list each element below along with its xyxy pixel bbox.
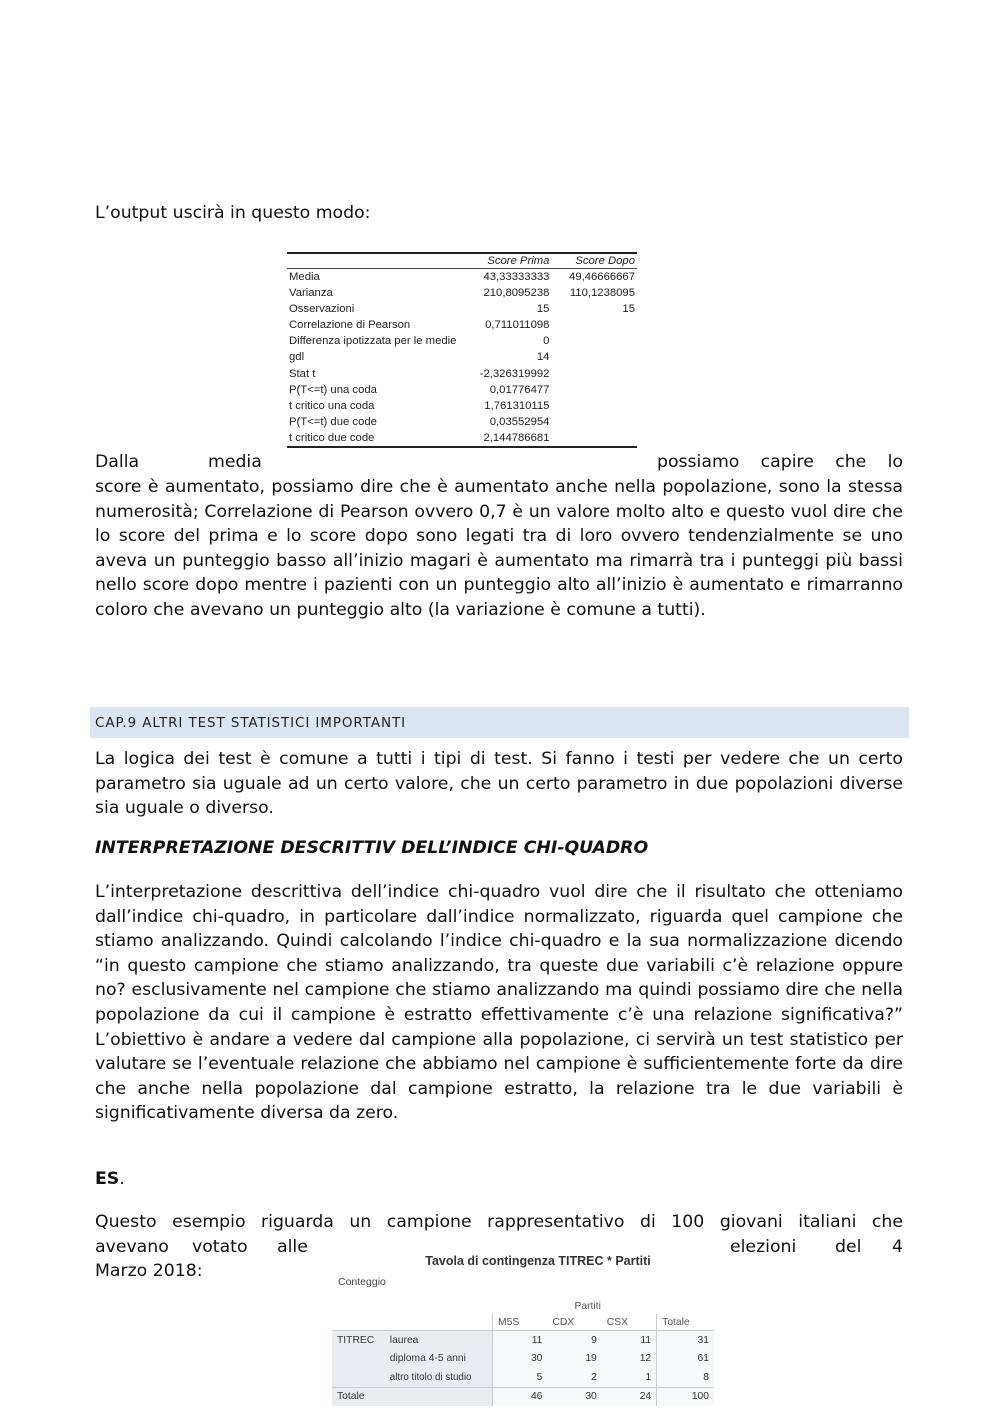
row-value	[551, 414, 637, 430]
row-value: 49,46666667	[569, 271, 635, 283]
es-dot: .	[119, 1169, 125, 1189]
cell: 5	[493, 1368, 548, 1387]
cell: 9	[547, 1331, 601, 1350]
row-label: P(T<=t) due code	[289, 415, 377, 428]
example-label	[95, 1169, 125, 1189]
row-label: P(T<=t) una coda	[289, 383, 377, 396]
row-value: 0,03552954	[489, 415, 550, 428]
header-empty	[287, 254, 466, 269]
row-value: 15	[536, 303, 550, 316]
table-row	[332, 1368, 714, 1387]
paragraph-4-line-3: Marzo 2018:	[95, 1261, 203, 1281]
table-row	[287, 430, 637, 446]
cell: 24	[602, 1387, 657, 1406]
cell: 46	[493, 1387, 548, 1406]
word: del	[835, 1237, 862, 1257]
cell: 2	[547, 1368, 601, 1387]
word: avevano	[95, 1237, 169, 1257]
table-row	[287, 269, 637, 286]
row-value: 0,711011098	[485, 319, 550, 332]
row-label: Correlazione di Pearson	[289, 319, 411, 332]
cell: 61	[657, 1350, 714, 1369]
table-row	[287, 398, 637, 414]
header-score-prima: Score Prima	[466, 254, 552, 269]
row-label: altro titolo di studio	[385, 1368, 493, 1387]
row-value	[551, 430, 637, 446]
contingency-title: Tavola di contingenza TITREC * Partiti	[425, 1254, 651, 1268]
col-header: CDX	[552, 1316, 575, 1328]
cell: 30	[493, 1350, 548, 1369]
contingency-subtitle: Conteggio	[338, 1276, 386, 1288]
group-header-partiti: Partiti	[574, 1300, 601, 1312]
cell: 31	[657, 1331, 714, 1350]
output-table-header	[287, 254, 637, 269]
word: votato	[192, 1237, 248, 1257]
row-value	[551, 382, 637, 398]
paragraph-4-line-1: Questo esempio riguarda un campione rappresentativo di 100 giovani italiani che	[95, 1212, 903, 1232]
intro-text: L’output uscirà in questo modo:	[95, 203, 371, 223]
table-row	[332, 1331, 714, 1350]
section-subheading: INTERPRETAZIONE DESCRITTIV DELL’INDICE CHI-QUADRO	[95, 838, 649, 858]
table-row	[287, 382, 637, 398]
row-label: gdl	[289, 351, 305, 364]
chapter-heading-bar	[90, 707, 909, 738]
row-value: 2,144786681	[483, 431, 550, 444]
total-label: Totale	[332, 1387, 493, 1406]
chapter-heading: CAP.9 ALTRI TEST STATISTICI IMPORTANTI	[95, 715, 406, 731]
row-value	[551, 349, 637, 365]
row-value	[551, 317, 637, 333]
column-header-row	[332, 1314, 714, 1331]
output-table	[287, 252, 637, 448]
paragraph-1: score è aumentato, possiamo dire che è aumentato anche nella popolazione, sono la stessa numerosità; Correlazione di Pearson ovvero 0,7 è un valore molto alto e questo vuol dire che lo score del prima e lo score dopo sono legati tra di loro ovvero tendenzialmente se uno aveva un punteggio basso all’inizio magari è aumentato ma rimarrà tra i punteggi più bassi nello score dopo mentre i pazienti con un punteggio alto all’inizio è aumentato e rimarranno coloro che avevano un punteggio alto (la variazione è comune a tutti).	[95, 477, 903, 620]
row-value	[551, 333, 637, 349]
row-value: 15	[622, 303, 635, 316]
cell: 1	[602, 1368, 657, 1387]
table-row	[287, 317, 637, 333]
row-label: Stat t	[289, 367, 316, 380]
word-dalla: Dalla	[95, 452, 140, 472]
row-value	[551, 398, 637, 414]
row-value: 210,8095238	[483, 287, 550, 300]
line-end-text: possiamo capire che lo	[657, 452, 903, 472]
row-value: -2,326319992	[479, 367, 550, 380]
row-label: Varianza	[289, 287, 333, 300]
col-header: CSX	[606, 1316, 628, 1328]
row-label: Differenza ipotizzata per le medie	[289, 335, 457, 348]
table-row	[287, 285, 637, 301]
cell: 30	[547, 1387, 601, 1406]
word-media: media	[208, 452, 262, 472]
row-value	[551, 366, 637, 382]
table-row	[287, 414, 637, 430]
group-header-row	[332, 1298, 714, 1314]
table-row	[287, 301, 637, 317]
row-label: t critico una coda	[289, 399, 375, 412]
cell: 19	[547, 1350, 601, 1369]
row-value: 110,1238095	[569, 287, 635, 300]
col-header: Totale	[657, 1314, 714, 1331]
row-variable: TITREC	[332, 1331, 385, 1350]
row-label: Media	[289, 271, 320, 283]
cell: 12	[602, 1350, 657, 1369]
col-header: M5S	[493, 1314, 548, 1331]
contingency-table	[332, 1254, 714, 1406]
paragraph-2: La logica dei test è comune a tutti i tipi di test. Si fanno i testi per vedere che un certo parametro sia uguale ad un certo valore, che un certo parametro in due popolazioni diverse sia uguale o diverso.	[95, 749, 903, 819]
row-value: 0	[543, 335, 550, 348]
header-score-dopo: Score Dopo	[551, 254, 637, 269]
row-value: 43,33333333	[483, 271, 550, 283]
cell: 100	[657, 1387, 714, 1406]
word: alle	[277, 1237, 308, 1257]
row-value: 1,761310115	[484, 399, 550, 412]
row-label: diploma 4-5 anni	[385, 1350, 493, 1369]
table-row	[287, 366, 637, 382]
table-row-total	[332, 1387, 714, 1406]
es-bold: ES	[95, 1169, 120, 1189]
table-row	[332, 1350, 714, 1369]
word: elezioni	[730, 1237, 797, 1257]
paragraph-3: L’interpretazione descrittiva dell’indice chi-quadro vuol dire che il risultato che otteniamo dall’indice chi-quadro, in particolare dall’indice normalizzato, riguarda quel campione che stiamo analizzando. Quindi calcolando l’indice chi-quadro e la sua normalizzazione dicendo “in questo campione che stiamo analizzando, tra queste due variabili c’è relazione oppure no? esclusivamente nel campione che stiamo analizzando ma quindi possiamo dire che nella popolazione da cui il campione è estratto effettivamente c’è una relazione significativa?” L’obiettivo è andare a vedere dal campione alla popolazione, ci servirà un test statistico per valutare se l’eventuale relazione che abbiamo nel campione è sufficientemente forte da dire che anche nella popolazione dal campione estratto, la relazione tra le due variabili è significativamente diversa da zero.	[95, 882, 903, 1124]
row-value: 14	[536, 351, 550, 364]
paragraph-1-first-line	[95, 450, 903, 475]
row-label: laurea	[385, 1331, 493, 1350]
table-row	[287, 333, 637, 349]
row-label: Osservazioni	[289, 303, 355, 316]
table-row	[287, 349, 637, 365]
word: 4	[892, 1237, 903, 1257]
cell: 11	[602, 1331, 657, 1350]
row-label: t critico due code	[289, 431, 375, 444]
row-value: 0,01776477	[489, 383, 550, 396]
cell: 11	[493, 1331, 548, 1350]
cell: 8	[657, 1368, 714, 1387]
